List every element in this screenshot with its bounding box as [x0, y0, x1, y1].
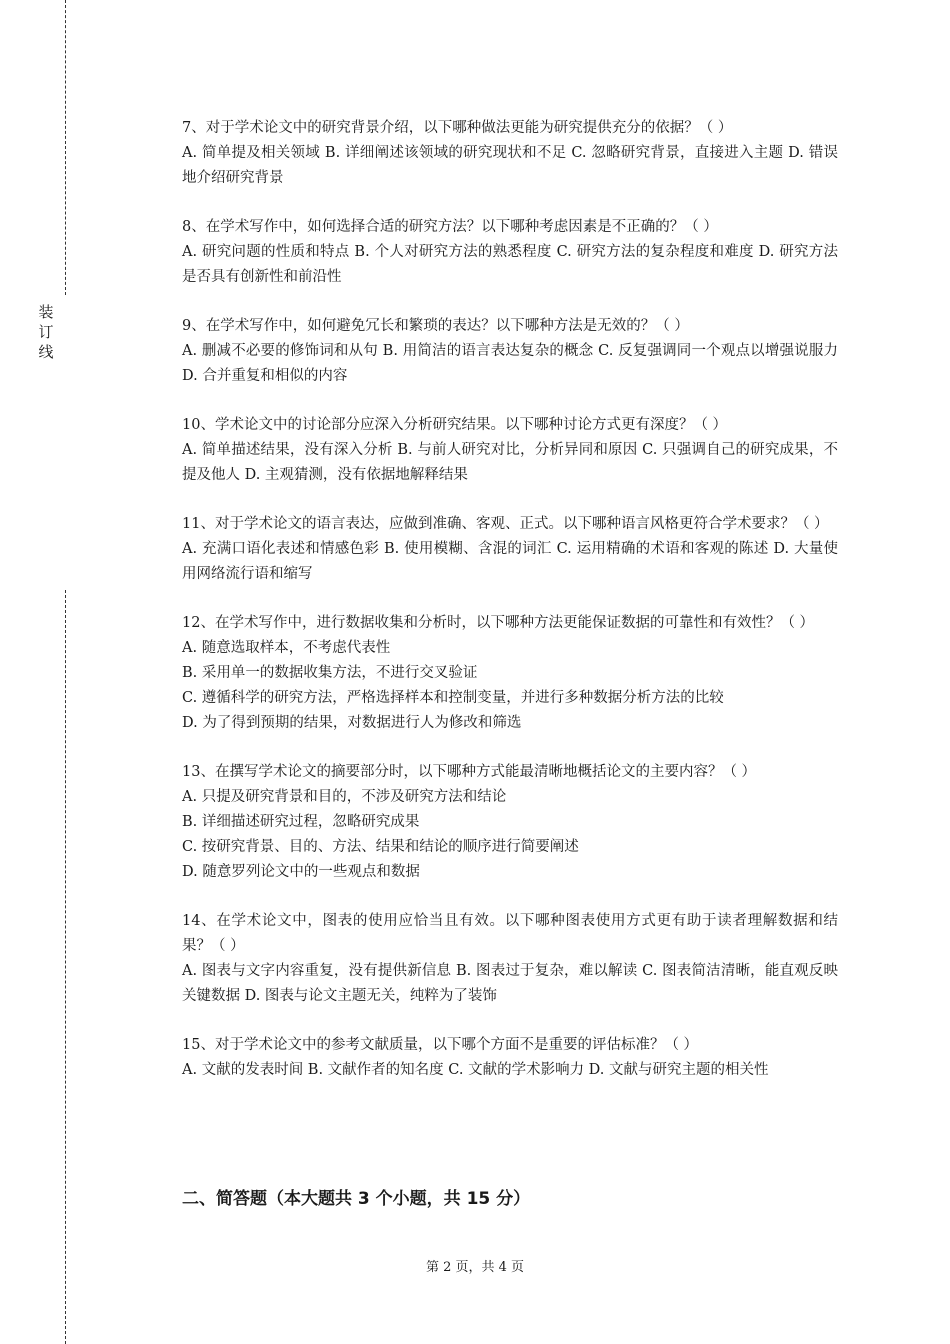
section-title: 二、简答题（本大题共 3 个小题，共 15 分） [182, 1189, 531, 1209]
question-options: A. 图表与文字内容重复，没有提供新信息 B. 图表过于复杂，难以解读 C. 图表简洁清晰，能直观反映关键数据 D. 图表与论文主题无关，纯粹为了装饰 [182, 963, 838, 1004]
binding-char: 线 [38, 343, 54, 361]
question-14 [182, 909, 838, 1009]
binding-char: 装 [38, 303, 54, 321]
question-options: A. 充满口语化表述和情感色彩 B. 使用模糊、含混的词汇 C. 运用精确的术语和客观的陈述 D. 大量使用网络流行语和缩写 [182, 541, 838, 582]
question-list [182, 116, 838, 1107]
option-c: C. 按研究背景、目的、方法、结果和结论的顺序进行简要阐述 [182, 839, 579, 855]
question-stem: 11、对于学术论文的语言表达，应做到准确、客观、正式。以下哪种语言风格更符合学术要求？（ ） [182, 516, 829, 532]
question-options: A. 简单提及相关领域 B. 详细阐述该领域的研究现状和不足 C. 忽略研究背景，直接进入主题 D. 错误地介绍研究背景 [182, 145, 838, 186]
question-stem: 9、在学术写作中，如何避免冗长和繁琐的表达？以下哪种方法是无效的？（ ） [182, 318, 689, 334]
option-b: B. 详细描述研究过程，忽略研究成果 [182, 814, 420, 830]
question-stem: 7、对于学术论文中的研究背景介绍，以下哪种做法更能为研究提供充分的依据？（ ） [182, 120, 733, 136]
question-11 [182, 512, 838, 587]
option-a: A. 随意选取样本，不考虑代表性 [182, 640, 391, 656]
option-d: D. 随意罗列论文中的一些观点和数据 [182, 864, 420, 880]
question-9 [182, 314, 838, 389]
option-c: C. 遵循科学的研究方法，严格选择样本和控制变量，并进行多种数据分析方法的比较 [182, 690, 724, 706]
question-options: A. 文献的发表时间 B. 文献作者的知名度 C. 文献的学术影响力 D. 文献与研究主题的相关性 [182, 1062, 769, 1078]
question-options: A. 删减不必要的修饰词和从句 B. 用简洁的语言表达复杂的概念 C. 反复强调同一个观点以增强说服力 D. 合并重复和相似的内容 [182, 343, 838, 384]
question-13 [182, 760, 838, 885]
question-stem: 14、在学术论文中，图表的使用应恰当且有效。以下哪种图表使用方式更有助于读者理解数据和结果？（ ） [182, 913, 838, 954]
question-8 [182, 215, 838, 290]
page-footer: 第 2 页，共 4 页 [425, 1260, 525, 1275]
question-options: A. 简单描述结果，没有深入分析 B. 与前人研究对比，分析异同和原因 C. 只强调自己的研究成果，不提及他人 D. 主观猜测，没有依据地解释结果 [182, 442, 838, 483]
question-options: A. 研究问题的性质和特点 B. 个人对研究方法的熟悉程度 C. 研究方法的复杂程度和难度 D. 研究方法是否具有创新性和前沿性 [182, 244, 838, 285]
option-a: A. 只提及研究背景和目的，不涉及研究方法和结论 [182, 789, 507, 805]
question-stem: 12、在学术写作中，进行数据收集和分析时，以下哪种方法更能保证数据的可靠性和有效性？（ ） [182, 615, 815, 631]
question-stem: 8、在学术写作中，如何选择合适的研究方法？以下哪种考虑因素是不正确的？（ ） [182, 219, 718, 235]
binding-char: 订 [38, 323, 54, 341]
question-stem: 15、对于学术论文中的参考文献质量，以下哪个方面不是重要的评估标准？（ ） [182, 1037, 699, 1053]
question-12 [182, 611, 838, 736]
binding-dashed-line-bottom [65, 590, 66, 1344]
question-stem: 10、学术论文中的讨论部分应深入分析研究结果。以下哪种讨论方式更有深度？（ ） [182, 417, 728, 433]
question-7 [182, 116, 838, 191]
question-stem: 13、在撰写学术论文的摘要部分时，以下哪种方式能最清晰地概括论文的主要内容？（ ） [182, 764, 757, 780]
question-15 [182, 1033, 838, 1083]
binding-dashed-line-top [65, 0, 66, 295]
option-d: D. 为了得到预期的结果，对数据进行人为修改和筛选 [182, 715, 522, 731]
option-b: B. 采用单一的数据收集方法，不进行交叉验证 [182, 665, 478, 681]
binding-label [36, 302, 56, 362]
question-10 [182, 413, 838, 488]
